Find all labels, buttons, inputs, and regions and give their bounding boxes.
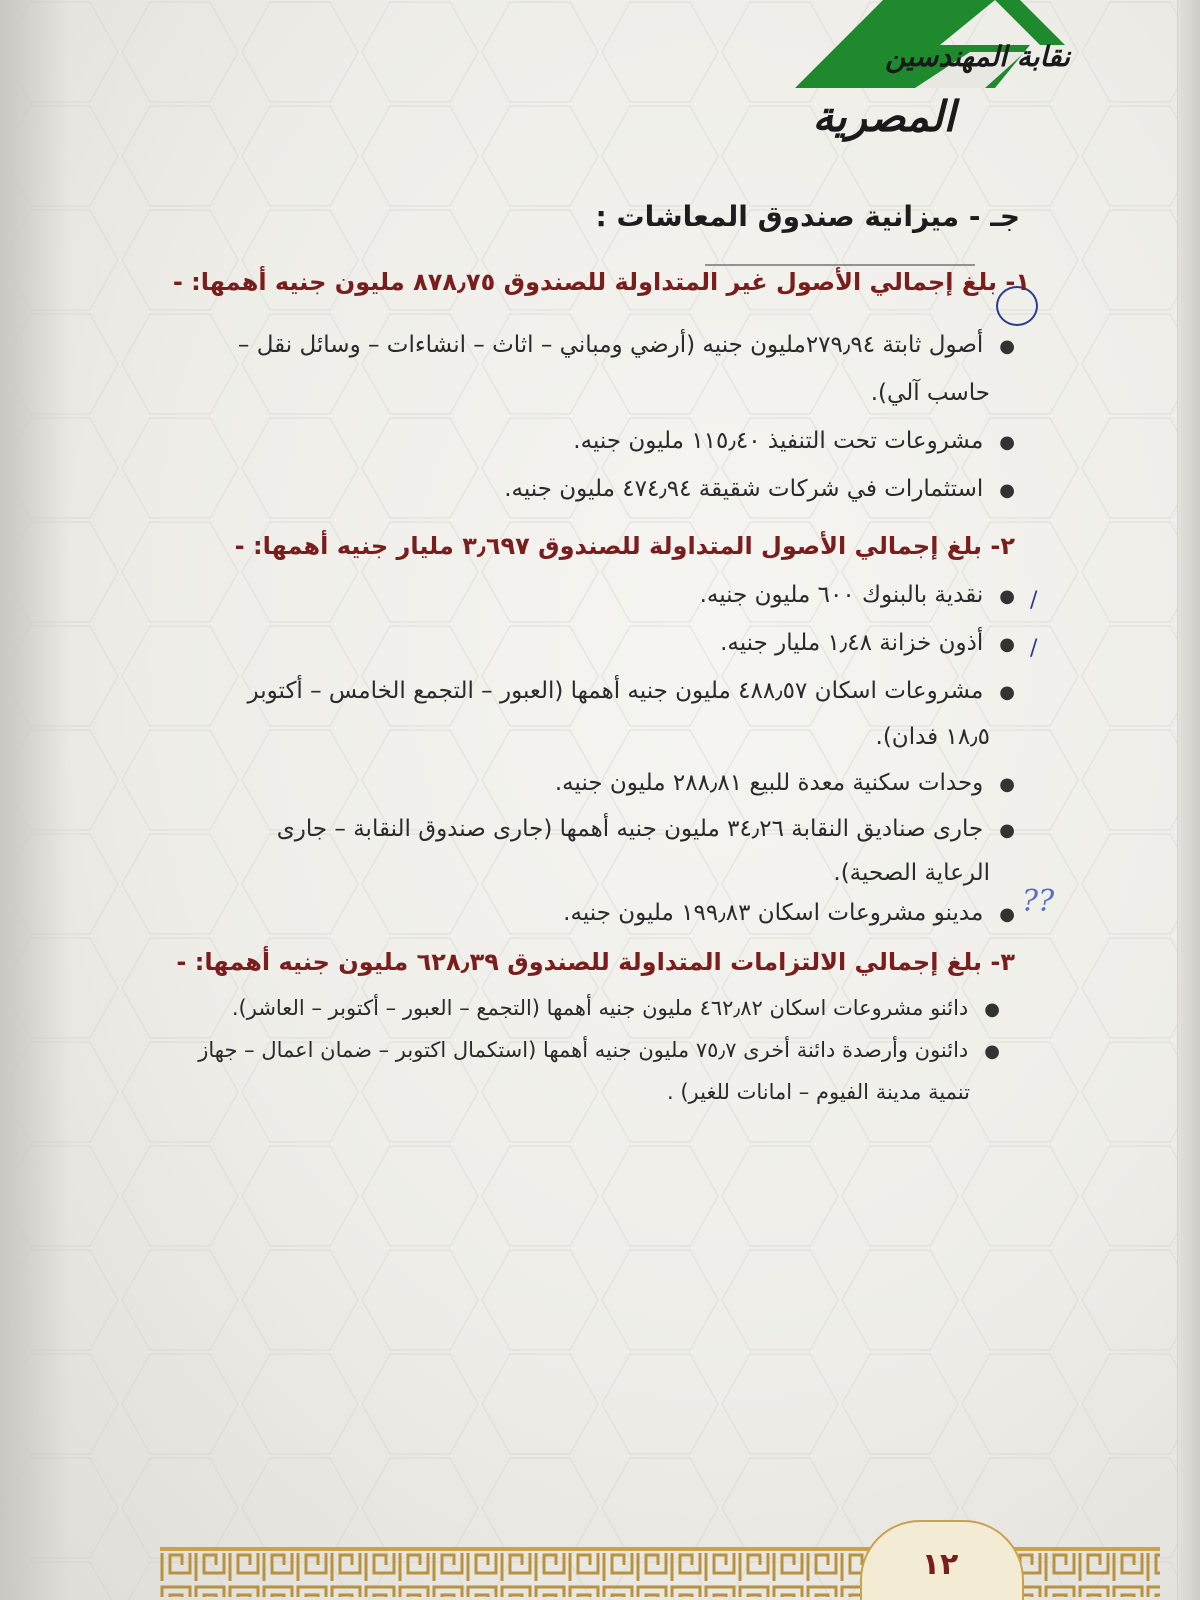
bullet-icon: ● [999, 586, 1015, 607]
bullet-icon: ● [999, 336, 1015, 357]
list-item [720, 630, 1015, 656]
list-item-continuation: تنمية مدينة الفيوم – امانات للغير) . [667, 1080, 970, 1104]
list-item [277, 816, 1015, 842]
list-item-continuation: حاسب آلي). [870, 380, 990, 406]
list-item-text: جارى صناديق النقابة ٣٤٫٢٦ مليون جنيه أهمها (جارى صندوق النقابة – جارى [276, 816, 984, 842]
bullet-icon: ● [999, 774, 1015, 795]
page-number: ١٢ [921, 1547, 959, 1582]
logo-text-line2: المصرية [812, 92, 955, 141]
list-item [232, 996, 1000, 1020]
section-title-underline [705, 264, 975, 266]
list-item [563, 900, 1015, 926]
list-item-text: وحدات سكنية معدة للبيع ٢٨٨٫٨١ مليون جنيه. [554, 770, 984, 796]
bullet-icon: ● [999, 634, 1015, 655]
list-item-text: دائنو مشروعات اسكان ٤٦٢٫٨٢ مليون جنيه أهمها (التجمع – العبور – أكتوبر – العاشر). [231, 996, 969, 1020]
list-item [238, 332, 1015, 358]
handwritten-check-icon: / [1030, 636, 1038, 661]
list-item-text: دائنون وأرصدة دائنة أخرى ٧٥٫٧ مليون جنيه أهمها (استكمال اكتوبر – ضمان اعمال – جهاز [198, 1038, 969, 1062]
list-item-text: نقدية بالبنوك ٦٠٠ مليون جنيه. [699, 582, 984, 608]
list-item-text: أصول ثابتة ٢٧٩٫٩٤مليون جنيه (أرضي ومباني – اثاث – انشاءات – وسائل نقل – [237, 332, 984, 358]
list-item [555, 770, 1015, 796]
bullet-icon: ● [984, 1041, 1000, 1062]
bullet-icon: ● [999, 904, 1015, 925]
group-3-title: ٣- بلغ إجمالي الالتزامات المتداولة للصندوق ٦٢٨٫٣٩ مليون جنيه أهمها: - [176, 948, 1015, 976]
list-item-text: مشروعات تحت التنفيذ ١١٥٫٤٠ مليون جنيه. [573, 428, 984, 454]
group-1-title: ١- بلغ إجمالي الأصول غير المتداولة للصندوق ٨٧٨٫٧٥ مليون جنيه أهمها: - [172, 268, 1030, 296]
bullet-icon: ● [999, 820, 1015, 841]
section-title: جـ - ميزانية صندوق المعاشات : [595, 200, 1020, 233]
bullet-icon: ● [984, 999, 1000, 1020]
bullet-icon: ● [999, 480, 1015, 501]
list-item-text: استثمارات في شركات شقيقة ٤٧٤٫٩٤ مليون جنيه. [504, 476, 984, 502]
list-item [700, 582, 1015, 608]
bullet-icon: ● [999, 682, 1015, 703]
handwritten-question-marks: ?? [1022, 884, 1055, 919]
list-item-text: أذون خزانة ١٫٤٨ مليار جنيه. [720, 630, 984, 656]
list-item [573, 428, 1015, 454]
list-item-text: مشروعات اسكان ٤٨٨٫٥٧ مليون جنيه أهمها (العبور – التجمع الخامس – أكتوبر [247, 678, 984, 704]
group-2-title: ٢- بلغ إجمالي الأصول المتداولة للصندوق ٣٫٦٩٧ مليار جنيه أهمها: - [234, 532, 1015, 560]
list-item [198, 1038, 1000, 1062]
list-item-continuation: الرعاية الصحية). [833, 860, 990, 886]
handwritten-check-icon: / [1030, 588, 1038, 613]
list-item-text: مدينو مشروعات اسكان ١٩٩٫٨٣ مليون جنيه. [563, 900, 984, 926]
list-item [504, 476, 1015, 502]
list-item-continuation: ١٨٫٥ فدان). [875, 724, 990, 750]
list-item [248, 678, 1015, 704]
logo-text-line1: نقابة المهندسين [885, 40, 1070, 73]
bullet-icon: ● [999, 432, 1015, 453]
